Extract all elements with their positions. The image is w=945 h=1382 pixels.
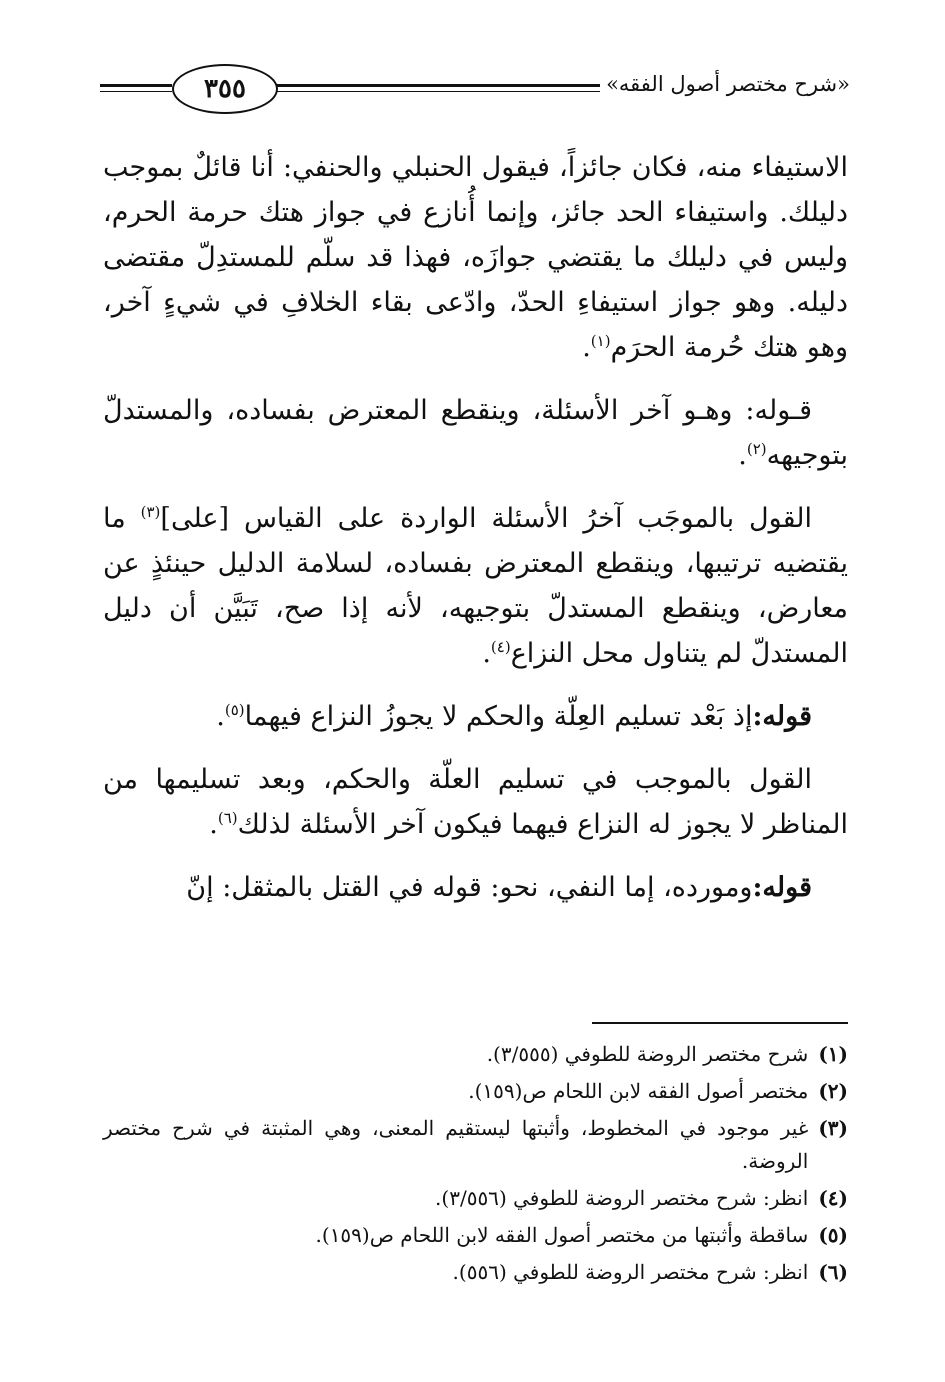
footnote-number: (٢) xyxy=(818,1079,848,1103)
main-text xyxy=(103,145,848,928)
header-rule-right-thin xyxy=(274,91,634,92)
footnote xyxy=(103,1038,848,1071)
footnotes xyxy=(103,1038,848,1293)
footnote xyxy=(103,1256,848,1289)
footnote-text: شرح مختصر الروضة للطوفي (٣/٥٥٥). xyxy=(486,1042,809,1066)
paragraph-tail: . xyxy=(482,638,491,669)
footnote-ref: (٢) xyxy=(746,440,767,458)
paragraph-tail: . xyxy=(216,701,225,732)
footnote-text: انظر: شرح مختصر الروضة للطوفي (٥٥٦). xyxy=(452,1260,809,1284)
footnote xyxy=(103,1075,848,1108)
footnote-ref: (٦) xyxy=(217,809,238,827)
header-rule-right-top xyxy=(274,84,634,87)
footnote-text: مختصر أصول الفقه لابن اللحام ص(١٥٩). xyxy=(468,1079,809,1103)
footnote-ref: (١) xyxy=(590,332,611,350)
paragraph-1 xyxy=(103,145,848,370)
paragraph-text: القول بالموجب في تسليم العلّة والحكم، وبعد تسليمها من المناظر لا يجوز له النزاع فيهما فيكون آخر الأسئلة لذلك xyxy=(103,764,848,840)
paragraph-tail: ما يقتضيه ترتيبها، وينقطع المعترض بفساده، لسلامة الدليل حينئذٍ عن معارض، وينقطع المستدلّ بتوجيهه، لأنه إذا صح، تَبَيَّن أن دليل المستدلّ لم يتناول محل النزاع xyxy=(103,503,848,669)
page-header xyxy=(100,58,850,122)
paragraph-4 xyxy=(103,694,848,739)
quote-lead: قوله: xyxy=(752,701,812,732)
paragraph-2 xyxy=(103,388,848,478)
footnote-text: انظر: شرح مختصر الروضة للطوفي (٣/٥٥٦). xyxy=(435,1186,809,1210)
header-rule-top xyxy=(100,84,172,87)
paragraph-5 xyxy=(103,757,848,847)
page-number xyxy=(172,64,278,114)
footnote-number: (٤) xyxy=(818,1186,848,1210)
footnote-ref: (٤) xyxy=(490,638,511,656)
footnote-text: غير موجود في المخطوط، وأثبتها ليستقيم المعنى، وهي المثبتة في شرح مختصر الروضة. xyxy=(103,1116,809,1173)
paragraph-tail: . xyxy=(738,440,747,471)
paragraph-text: قـوله: وهـو آخر الأسئلة، وينقطع المعترض بفساده، والمستدلّ بتوجيهه xyxy=(103,395,848,471)
page-number-text: ٣٥٥ xyxy=(204,74,246,104)
footnote-number: (٥) xyxy=(818,1223,848,1247)
footnote-text: ساقطة وأثبتها من مختصر أصول الفقه لابن اللحام ص(١٥٩). xyxy=(315,1223,809,1247)
running-title: «شرح مختصر أصول الفقه» xyxy=(600,72,850,96)
footnote-ref: (٣) xyxy=(140,503,161,521)
header-rule-thin xyxy=(100,91,172,92)
paragraph-3 xyxy=(103,496,848,676)
footnote-number: (٦) xyxy=(818,1260,848,1284)
footnote xyxy=(103,1182,848,1215)
footnote xyxy=(103,1219,848,1252)
paragraph-text: القول بالموجَب آخرُ الأسئلة الواردة على القياس [على] xyxy=(160,503,812,534)
footnote-number: (١) xyxy=(818,1042,848,1066)
footnote xyxy=(103,1112,848,1178)
quote-lead: قوله: xyxy=(752,872,812,903)
paragraph-tail: . xyxy=(582,332,591,363)
paragraph-text: ومورده، إما النفي، نحو: قوله في القتل بالمثقل: إنّ xyxy=(186,872,753,903)
footnote-number: (٣) xyxy=(818,1116,848,1140)
footnote-ref: (٥) xyxy=(224,701,245,719)
paragraph-text: الاستيفاء منه، فكان جائزاً، فيقول الحنبلي والحنفي: أنا قائلٌ بموجب دليلك. واستيفاء الحد جائز، وإنما أُنازع في جواز هتك حرمة الحرم، وليس في دليلك ما يقتضي جوازَه، فهذا قد سلّم للمستدِلّ مقتضى دليله. وهو جواز استيفاءِ الحدّ، وادّعى بقاء الخلافِ في شيءٍ آخر، وهو هتك حُرمة الحرَم xyxy=(103,152,848,363)
paragraph-6 xyxy=(103,865,848,910)
paragraph-tail: . xyxy=(209,809,218,840)
footnote-separator xyxy=(592,1022,848,1024)
paragraph-text: إذ بَعْد تسليم العِلّة والحكم لا يجوزُ النزاع فيهما xyxy=(244,701,753,732)
